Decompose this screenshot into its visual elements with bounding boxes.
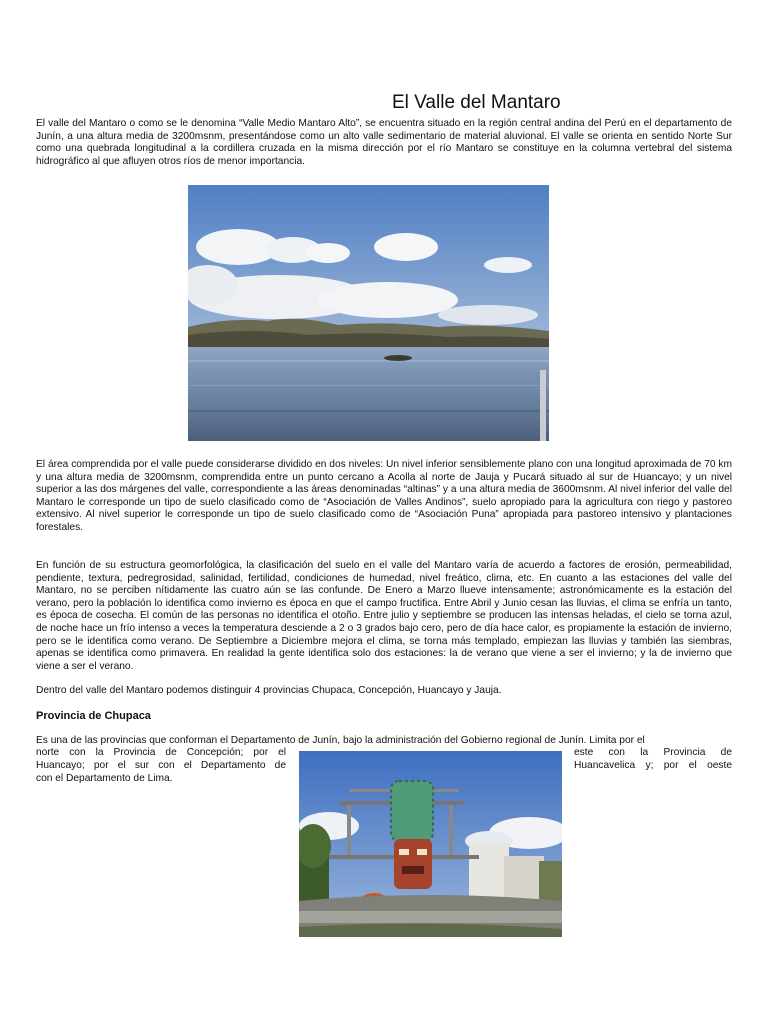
section-heading-chupaca: Provincia de Chupaca	[36, 710, 151, 722]
provincias-paragraph: Dentro del valle del Mantaro podemos distinguir 4 provincias Chupaca, Concepción, Huancayo y Jauja.	[36, 685, 502, 696]
chupaca-line-3-left: Huancayo; por el sur con el Departamento de	[36, 760, 286, 771]
chupaca-line-2-right: este con la Provincia de	[574, 747, 732, 758]
chupaca-line-4: con el Departamento de Lima.	[36, 773, 173, 784]
lake-landscape-photo	[188, 185, 549, 441]
niveles-paragraph: El área comprendida por el valle puede considerarse dividido en dos niveles: Un nivel inferior sensiblemente plano con una longitud aproximada de 70 km y una altura media de 3200msnm, comprendida entre un punto cercano a Acolla al norte de Jauja y Pucará situado al sur de Huancayo; y un nivel superior a las dos márgenes del valle, correspondiente a las áreas denominadas “altinas” y a una altura media de 3600msnm. Al nivel inferior del valle del Mantaro le corresponde un tipo de suelo clasificado como de “Asociación de Valles Andinos”, suelo apropiado para la agricultura con riego y pastoreo extensivo. Al nivel superior le corresponde un tipo de suelo clasificado como de “Asociación Puna” apropiada para pastoreo intensivo y plantaciones forestales.	[36, 459, 732, 533]
chupaca-line-1: Es una de las provincias que conforman el Departamento de Junín, bajo la administración del Gobierno regional de Junín. Limita por el	[36, 735, 645, 746]
lake-landscape-image	[188, 185, 549, 441]
clima-paragraph: En función de su estructura geomorfológica, la clasificación del suelo en el valle del Mantaro varía de acuerdo a factores de erosión, permeabilidad, pendiente, textura, pedregrosidad, salinidad, fertilidad, condiciones de humedad, nivel freático, clima, etc. En cuanto a las estaciones del valle del Mantaro, no se perciben nítidamente las cuatro aún se las confunde. De Enero a Marzo llueve intensamente; astronómicamente es la estación del verano, pero la población lo identifica como invierno es época en que el campo fructifica. Entre Abril y Junio cesan las lluvias, el clima se enfría un tanto, es época de cosecha. El común de las personas no identifica el otoño. Entre julio y septiembre se producen las intensas heladas, el cielo se torna azul, de noche hace un frío intenso a veces la temperatura desciende a 2 o 3 grados bajo cero, pero de día hace calor, es propiamente la estación de invierno, pero se le identifica como verano. De Septiembre a Diciembre mejora el clima, se torna más templado, empiezan las lluvias y también las siembras, apenas se identifica como primavera. En realidad la gente identifica solo dos estaciones: la de verano que viene a ser el invierno; y la de invierno que viene a ser el verano.	[36, 560, 732, 672]
chupaca-monument-image	[299, 751, 562, 937]
chupaca-monument-photo	[299, 751, 562, 937]
chupaca-line-3-right: Huancavelica y; por el oeste	[574, 760, 732, 771]
chupaca-line-2-left: norte con la Provincia de Concepción; por el	[36, 747, 286, 758]
page-title: El Valle del Mantaro	[392, 92, 561, 113]
intro-paragraph: El valle del Mantaro o como se le denomina “Valle Medio Mantaro Alto”, se encuentra situado en la región central andina del Perú en el departamento de Junín, a una altura media de 3200msnm, presentándose como un alto valle sedimentario de material aluvional. El valle se orienta en sentido Norte Sur como una quebrada longitudinal a la cordillera cruzada en la misma dirección por el río Mantaro se constituye en la columna vertebral del sistema hidrográfico al que afluyen otros ríos de menor importancia.	[36, 118, 732, 167]
